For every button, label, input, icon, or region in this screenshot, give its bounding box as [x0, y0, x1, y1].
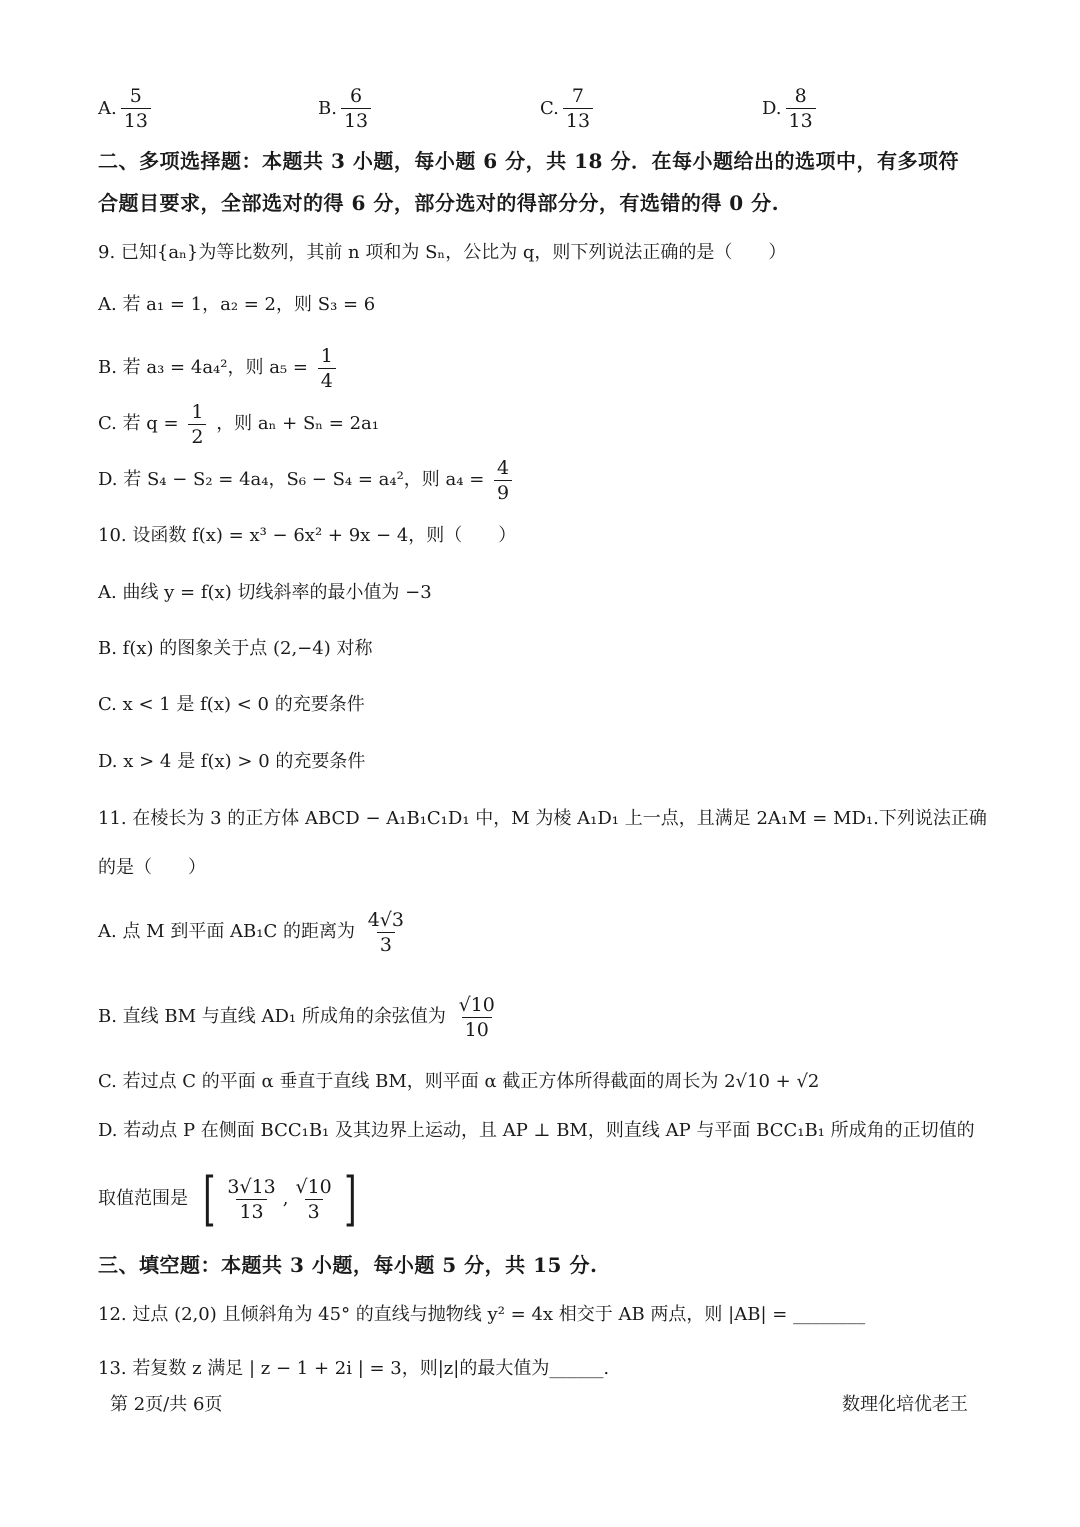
denominator: 13	[121, 108, 151, 133]
right-bracket-icon: ]	[343, 1165, 357, 1233]
numerator: 4	[497, 456, 510, 479]
answer-blank[interactable]: ________	[793, 1304, 866, 1325]
q9-option-a: A. 若 a₁ = 1，a₂ = 2，则 S₃ = 6	[98, 294, 376, 315]
denominator: 4	[318, 368, 336, 393]
numerator: 7	[571, 85, 584, 107]
q13	[98, 1356, 982, 1382]
denominator: 13	[341, 108, 371, 133]
q8-option-b	[318, 84, 375, 133]
q11-option-b	[98, 989, 982, 1045]
option-text: B. 若 a₃ = 4a₄²，则 a₅ =	[98, 357, 308, 378]
numerator: 6	[350, 85, 363, 107]
denominator: 13	[786, 108, 816, 133]
fraction	[121, 84, 151, 133]
fraction	[318, 344, 336, 393]
q10-option-a: A. 曲线 y = f(x) 切线斜率的最小值为 −3	[98, 582, 432, 603]
fraction	[188, 400, 206, 449]
comma-separator: ,	[282, 1188, 289, 1209]
q10-stem: 10. 设函数 f(x) = x³ − 6x² + 9x − 4，则（ ）	[98, 525, 517, 546]
numerator: 1	[191, 400, 204, 423]
option-text: 取值范围是	[98, 1188, 188, 1209]
option-label: C.	[540, 98, 559, 119]
numerator: √10	[458, 993, 495, 1016]
fraction	[224, 1175, 278, 1224]
q11-stem-line1: 11. 在棱长为 3 的正方体 ABCD − A₁B₁C₁D₁ 中，M 为棱 A₁D₁ 上一点，且满足 2A₁M = MD₁.下列说法正确	[98, 808, 987, 829]
denominator: 13	[563, 108, 593, 133]
fraction	[365, 908, 407, 957]
denominator: 10	[462, 1017, 492, 1042]
q11-option-d-line1: D. 若动点 P 在侧面 BCC₁B₁ 及其边界上运动，且 AP ⊥ BM，则直线 AP 与平面 BCC₁B₁ 所成角的正切值的	[98, 1120, 975, 1141]
numerator: 8	[794, 85, 807, 107]
fraction	[786, 84, 816, 133]
denominator: 3	[377, 932, 395, 957]
denominator: 2	[188, 424, 206, 449]
numerator: 5	[129, 85, 142, 107]
q8-options	[98, 84, 982, 140]
section2-line2: 合题目要求，全部选对的得 6 分，部分选对的得部分分，有选错的得 0 分.	[98, 191, 780, 215]
numerator: 3√13	[227, 1175, 276, 1198]
denominator: 13	[236, 1199, 266, 1224]
q9-option-b	[98, 340, 982, 396]
period: .	[603, 1358, 610, 1379]
q9-stem: 9. 已知{aₙ}为等比数列，其前 n 项和为 Sₙ，公比为 q，则下列说法正确的是（ ）	[98, 242, 787, 263]
numerator: √10	[295, 1175, 332, 1198]
q10-option-b: B. f(x) 的图象关于点 (2,−4) 对称	[98, 638, 373, 659]
fraction	[494, 456, 512, 505]
q10-option-c: C. x < 1 是 f(x) < 0 的充要条件	[98, 694, 365, 715]
section3-title: 三、填空题：本题共 3 小题，每小题 5 分，共 15 分.	[98, 1253, 598, 1277]
option-label: D.	[762, 98, 782, 119]
interval	[198, 1165, 362, 1233]
option-text: C. 若 q =	[98, 413, 179, 434]
denominator: 3	[305, 1199, 323, 1224]
q12	[98, 1302, 982, 1328]
left-bracket-icon: [	[202, 1165, 216, 1233]
q10-option-d: D. x > 4 是 f(x) > 0 的充要条件	[98, 751, 366, 772]
q11-option-c: C. 若过点 C 的平面 α 垂直于直线 BM，则平面 α 截正方体所得截面的周长为 2√10 + √2	[98, 1071, 820, 1092]
fraction	[292, 1175, 334, 1224]
option-text: B. 直线 BM 与直线 AD₁ 所成角的余弦值为	[98, 1006, 446, 1027]
q11-option-a	[98, 904, 982, 960]
numerator: 1	[320, 344, 333, 367]
question-text: 13. 若复数 z 满足 | z − 1 + 2i | = 3，则|z|的最大值为	[98, 1358, 550, 1379]
q8-option-c	[540, 84, 597, 133]
fraction	[341, 84, 371, 133]
q11-stem-line2: 的是（ ）	[98, 857, 206, 878]
q11-option-d-line2	[98, 1165, 982, 1233]
q9-option-c	[98, 396, 982, 452]
answer-blank[interactable]: ______	[549, 1358, 604, 1379]
denominator: 9	[494, 480, 512, 505]
fraction	[563, 84, 593, 133]
fraction	[456, 993, 498, 1042]
q8-option-a	[98, 84, 155, 133]
question-text: 12. 过点 (2,0) 且倾斜角为 45° 的直线与抛物线 y² = 4x 相交于 AB 两点，则 |AB| =	[98, 1304, 788, 1325]
q9-option-d	[98, 452, 982, 508]
section2-line1: 二、多项选择题：本题共 3 小题，每小题 6 分，共 18 分．在每小题给出的选项中，有多项符	[98, 149, 959, 173]
option-label: B.	[318, 98, 337, 119]
watermark-text: 数理化培优老王	[842, 1394, 968, 1415]
q8-option-d	[762, 84, 820, 133]
numerator: 4√3	[367, 908, 405, 931]
option-label: A.	[98, 98, 117, 119]
option-text-tail: ，则 aₙ + Sₙ = 2a₁	[216, 413, 379, 434]
option-text: D. 若 S₄ − S₂ = 4a₄，S₆ − S₄ = a₄²，则 a₄ =	[98, 469, 485, 490]
page-number: 第 2页/共 6页	[110, 1394, 223, 1415]
option-text: A. 点 M 到平面 AB₁C 的距离为	[98, 921, 355, 942]
